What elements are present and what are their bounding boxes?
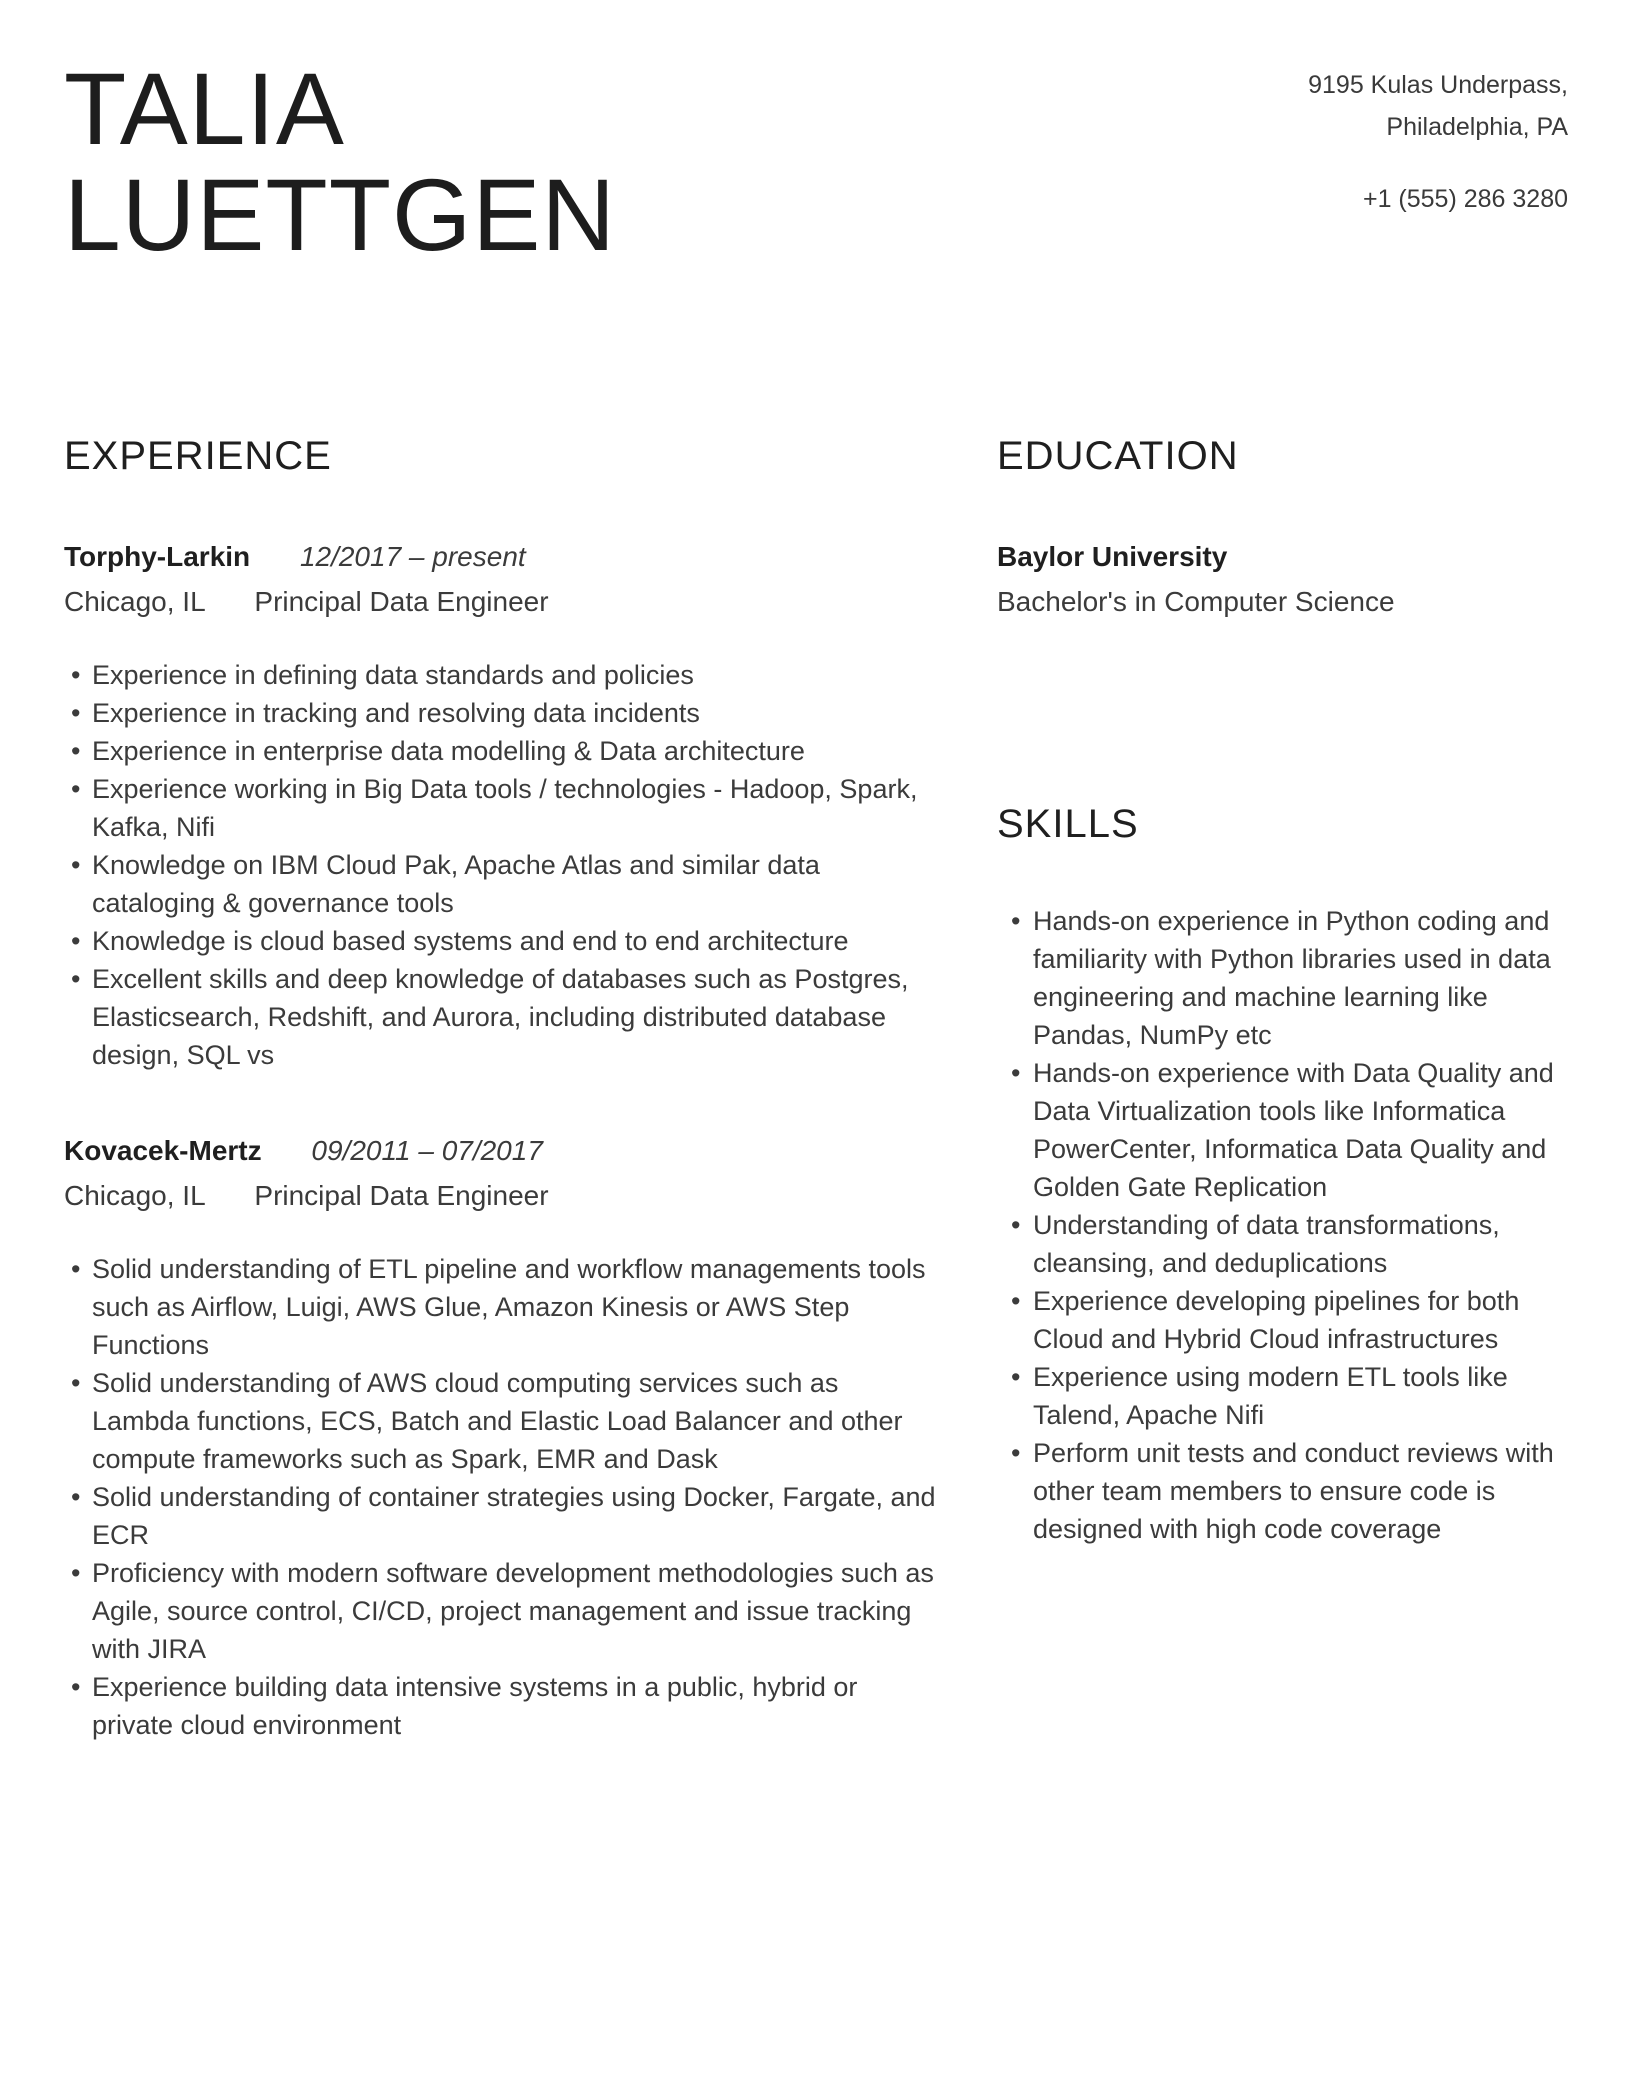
experience-bullet-item: • Experience working in Big Data tools / technologies - Hadoop, Spark, Kafka, Nifi [64, 770, 936, 846]
experience-bullet-item: • Solid understanding of ETL pipeline and workflow managements tools such as Airflow, Luigi, AWS Glue, Amazon Kinesis or AWS Step Functions [64, 1250, 936, 1364]
skills-bullet-list [997, 902, 1568, 1548]
job-title: Principal Data Engineer [254, 1180, 549, 1211]
resume-header [64, 52, 1568, 272]
experience-bullet-item: • Experience in tracking and resolving data incidents [64, 694, 936, 732]
company-name: Torphy-Larkin [64, 541, 251, 572]
skills-bullet-item: • Hands-on experience in Python coding and familiarity with Python libraries used in data engineering and machine learning like Pandas, NumPy etc [997, 902, 1568, 1054]
job-title: Principal Data Engineer [254, 586, 549, 617]
experience-entry-subhead [64, 579, 936, 624]
skills-section-title: SKILLS [997, 802, 1139, 846]
experience-bullet-list [64, 1250, 936, 1744]
skills-bullet-item: • Perform unit tests and conduct reviews with other team members to ensure code is designed with high code coverage [997, 1434, 1568, 1548]
skills-bullet-item: • Experience developing pipelines for both Cloud and Hybrid Cloud infrastructures [997, 1282, 1568, 1358]
experience-bullet-item: • Proficiency with modern software development methodologies such as Agile, source control, CI/CD, project management and issue tracking with JIRA [64, 1554, 936, 1668]
company-location: Chicago, IL [64, 586, 205, 617]
experience-bullet-item: • Knowledge on IBM Cloud Pak, Apache Atlas and similar data cataloging & governance tools [64, 846, 936, 922]
candidate-first-name: TALIA [64, 52, 345, 166]
experience-bullet-item: • Solid understanding of AWS cloud computing services such as Lambda functions, ECS, Batch and Elastic Load Balancer and other compute frameworks such as Spark, EMR and Dask [64, 1364, 936, 1478]
company-name: Kovacek-Mertz [64, 1135, 262, 1166]
experience-bullet-item: • Experience in defining data standards and policies [64, 656, 936, 694]
skills-bullet-item: • Experience using modern ETL tools like Talend, Apache Nifi [997, 1358, 1568, 1434]
education-section-title: EDUCATION [997, 434, 1239, 478]
resume-body [64, 432, 1568, 1744]
school-name: Baylor University [997, 541, 1228, 572]
experience-bullet-item: • Solid understanding of container strategies using Docker, Fargate, and ECR [64, 1478, 936, 1554]
employment-dates: 09/2011 – 07/2017 [311, 1135, 543, 1166]
contact-address-line1: 9195 Kulas Underpass, [1308, 71, 1568, 99]
right-column [997, 432, 1568, 1744]
contact-address-line2: Philadelphia, PA [1386, 113, 1568, 141]
experience-entry-kovacek-mertz [64, 1128, 936, 1744]
experience-entry-torphy-larkin [64, 534, 936, 1074]
experience-bullet-item: • Experience building data intensive systems in a public, hybrid or private cloud environment [64, 1668, 936, 1744]
skills-bullet-item: • Understanding of data transformations, cleansing, and deduplications [997, 1206, 1568, 1282]
experience-entry-head [64, 534, 936, 579]
experience-bullet-item: • Experience in enterprise data modelling & Data architecture [64, 732, 936, 770]
experience-bullet-item: • Knowledge is cloud based systems and end to end architecture [64, 922, 936, 960]
experience-section-title: EXPERIENCE [64, 434, 332, 478]
experience-entry-subhead [64, 1173, 936, 1218]
candidate-name [64, 52, 617, 272]
candidate-last-name: LUETTGEN [64, 158, 617, 272]
skills-bullet-item: • Hands-on experience with Data Quality and Data Virtualization tools like Informatica PowerCenter, Informatica Data Quality and Golden Gate Replication [997, 1054, 1568, 1206]
employment-dates: 12/2017 – present [299, 541, 526, 572]
education-section [997, 432, 1568, 624]
education-entry [997, 534, 1568, 624]
education-entry-head [997, 534, 1568, 579]
contact-block [1308, 56, 1568, 220]
company-location: Chicago, IL [64, 1180, 205, 1211]
experience-entry-head [64, 1128, 936, 1173]
skills-section [997, 800, 1568, 1548]
contact-phone: +1 (555) 286 3280 [1362, 185, 1568, 213]
experience-section [64, 432, 936, 1744]
degree-name: Bachelor's in Computer Science [997, 586, 1395, 617]
experience-bullet-list [64, 656, 936, 1074]
experience-bullet-item: • Excellent skills and deep knowledge of databases such as Postgres, Elasticsearch, Redshift, and Aurora, including distributed database design, SQL vs [64, 960, 936, 1074]
education-entry-subhead [997, 579, 1568, 624]
